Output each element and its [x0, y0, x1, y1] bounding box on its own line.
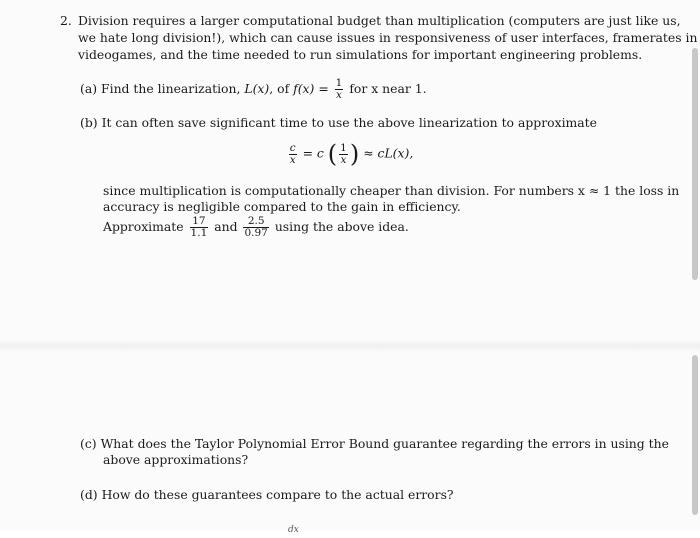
problem-number: 2.: [60, 13, 72, 28]
since-line-1: since multiplication is computationally cheaper than division. For numbers x ≈ 1 the loss in: [103, 183, 680, 198]
fraction-17-over-1-1: [190, 216, 209, 239]
part-d-text: How do these guarantees compare to the actual errors?: [101, 487, 454, 502]
approx-tail: using the above idea.: [274, 219, 409, 234]
part-a-fx: f(x) =: [293, 81, 329, 96]
approximate-word: Approximate: [103, 219, 184, 234]
part-a-text-post: for x near 1.: [349, 81, 427, 96]
fraction-2-5-over-0-97: [243, 216, 268, 239]
part-c-line-1: [80, 436, 669, 452]
part-a-L: L(x): [244, 81, 270, 96]
part-d: [80, 487, 454, 503]
part-c-text-1: What does the Taylor Polynomial Error Bound guarantee regarding the errors in using the: [100, 436, 669, 451]
part-b-text: It can often save significant time to use the above linearization to approximate: [101, 115, 597, 130]
part-d-label: (d): [80, 487, 98, 502]
part-a-label: (a): [80, 81, 98, 96]
eq-mid: = c: [302, 145, 324, 161]
f1-den: 1.1: [190, 227, 208, 239]
f2-num: 2.5: [243, 216, 268, 228]
and-word: and: [214, 219, 238, 234]
eq-frac-den: x: [289, 153, 296, 166]
scrollbar[interactable]: [692, 0, 698, 531]
intro-line-1: Division requires a larger computational budget than multiplication (computers are just like us,: [78, 13, 681, 28]
since-line-2: accuracy is negligible compared to the gain in efficiency.: [103, 199, 461, 214]
eq-inner-den: x: [340, 153, 347, 166]
eq-tail: ≈ cL(x),: [363, 145, 414, 161]
f2-den: 0.97: [244, 227, 268, 239]
part-a-text-pre: Find the linearization,: [101, 81, 241, 96]
part-b-label: (b): [80, 115, 98, 130]
part-b: [80, 115, 597, 131]
intro-line-2: we hate long division!), which can cause issues in responsiveness of user interfaces, framerates in: [78, 30, 698, 45]
scrollbar-thumb-lower[interactable]: [692, 355, 698, 515]
part-a-frac-num: 1: [335, 77, 343, 89]
approximate-line: [103, 216, 409, 239]
part-c-label: (c): [80, 436, 97, 451]
eq-inner-num: 1: [340, 141, 347, 154]
part-a-fraction: [335, 78, 344, 101]
intro-line-3: videogames, and the time needed to run simulations for important engineering problems.: [78, 47, 643, 62]
eq-fraction-c-over-x: [289, 143, 297, 166]
part-a-of: , of: [269, 81, 290, 96]
part-c-line-2: above approximations?: [103, 452, 249, 467]
f1-num: 17: [190, 216, 209, 228]
part-a-frac-den: x: [336, 89, 342, 101]
linearization-equation: [0, 142, 700, 166]
eq-left-paren: (: [327, 140, 338, 168]
page-separator: [0, 340, 700, 352]
eq-inner-fraction: [339, 143, 348, 166]
eq-frac-num: c: [289, 141, 296, 154]
eq-right-paren: ): [349, 140, 360, 168]
part-a: [80, 78, 427, 101]
stray-handwritten-mark: dx: [288, 525, 299, 535]
